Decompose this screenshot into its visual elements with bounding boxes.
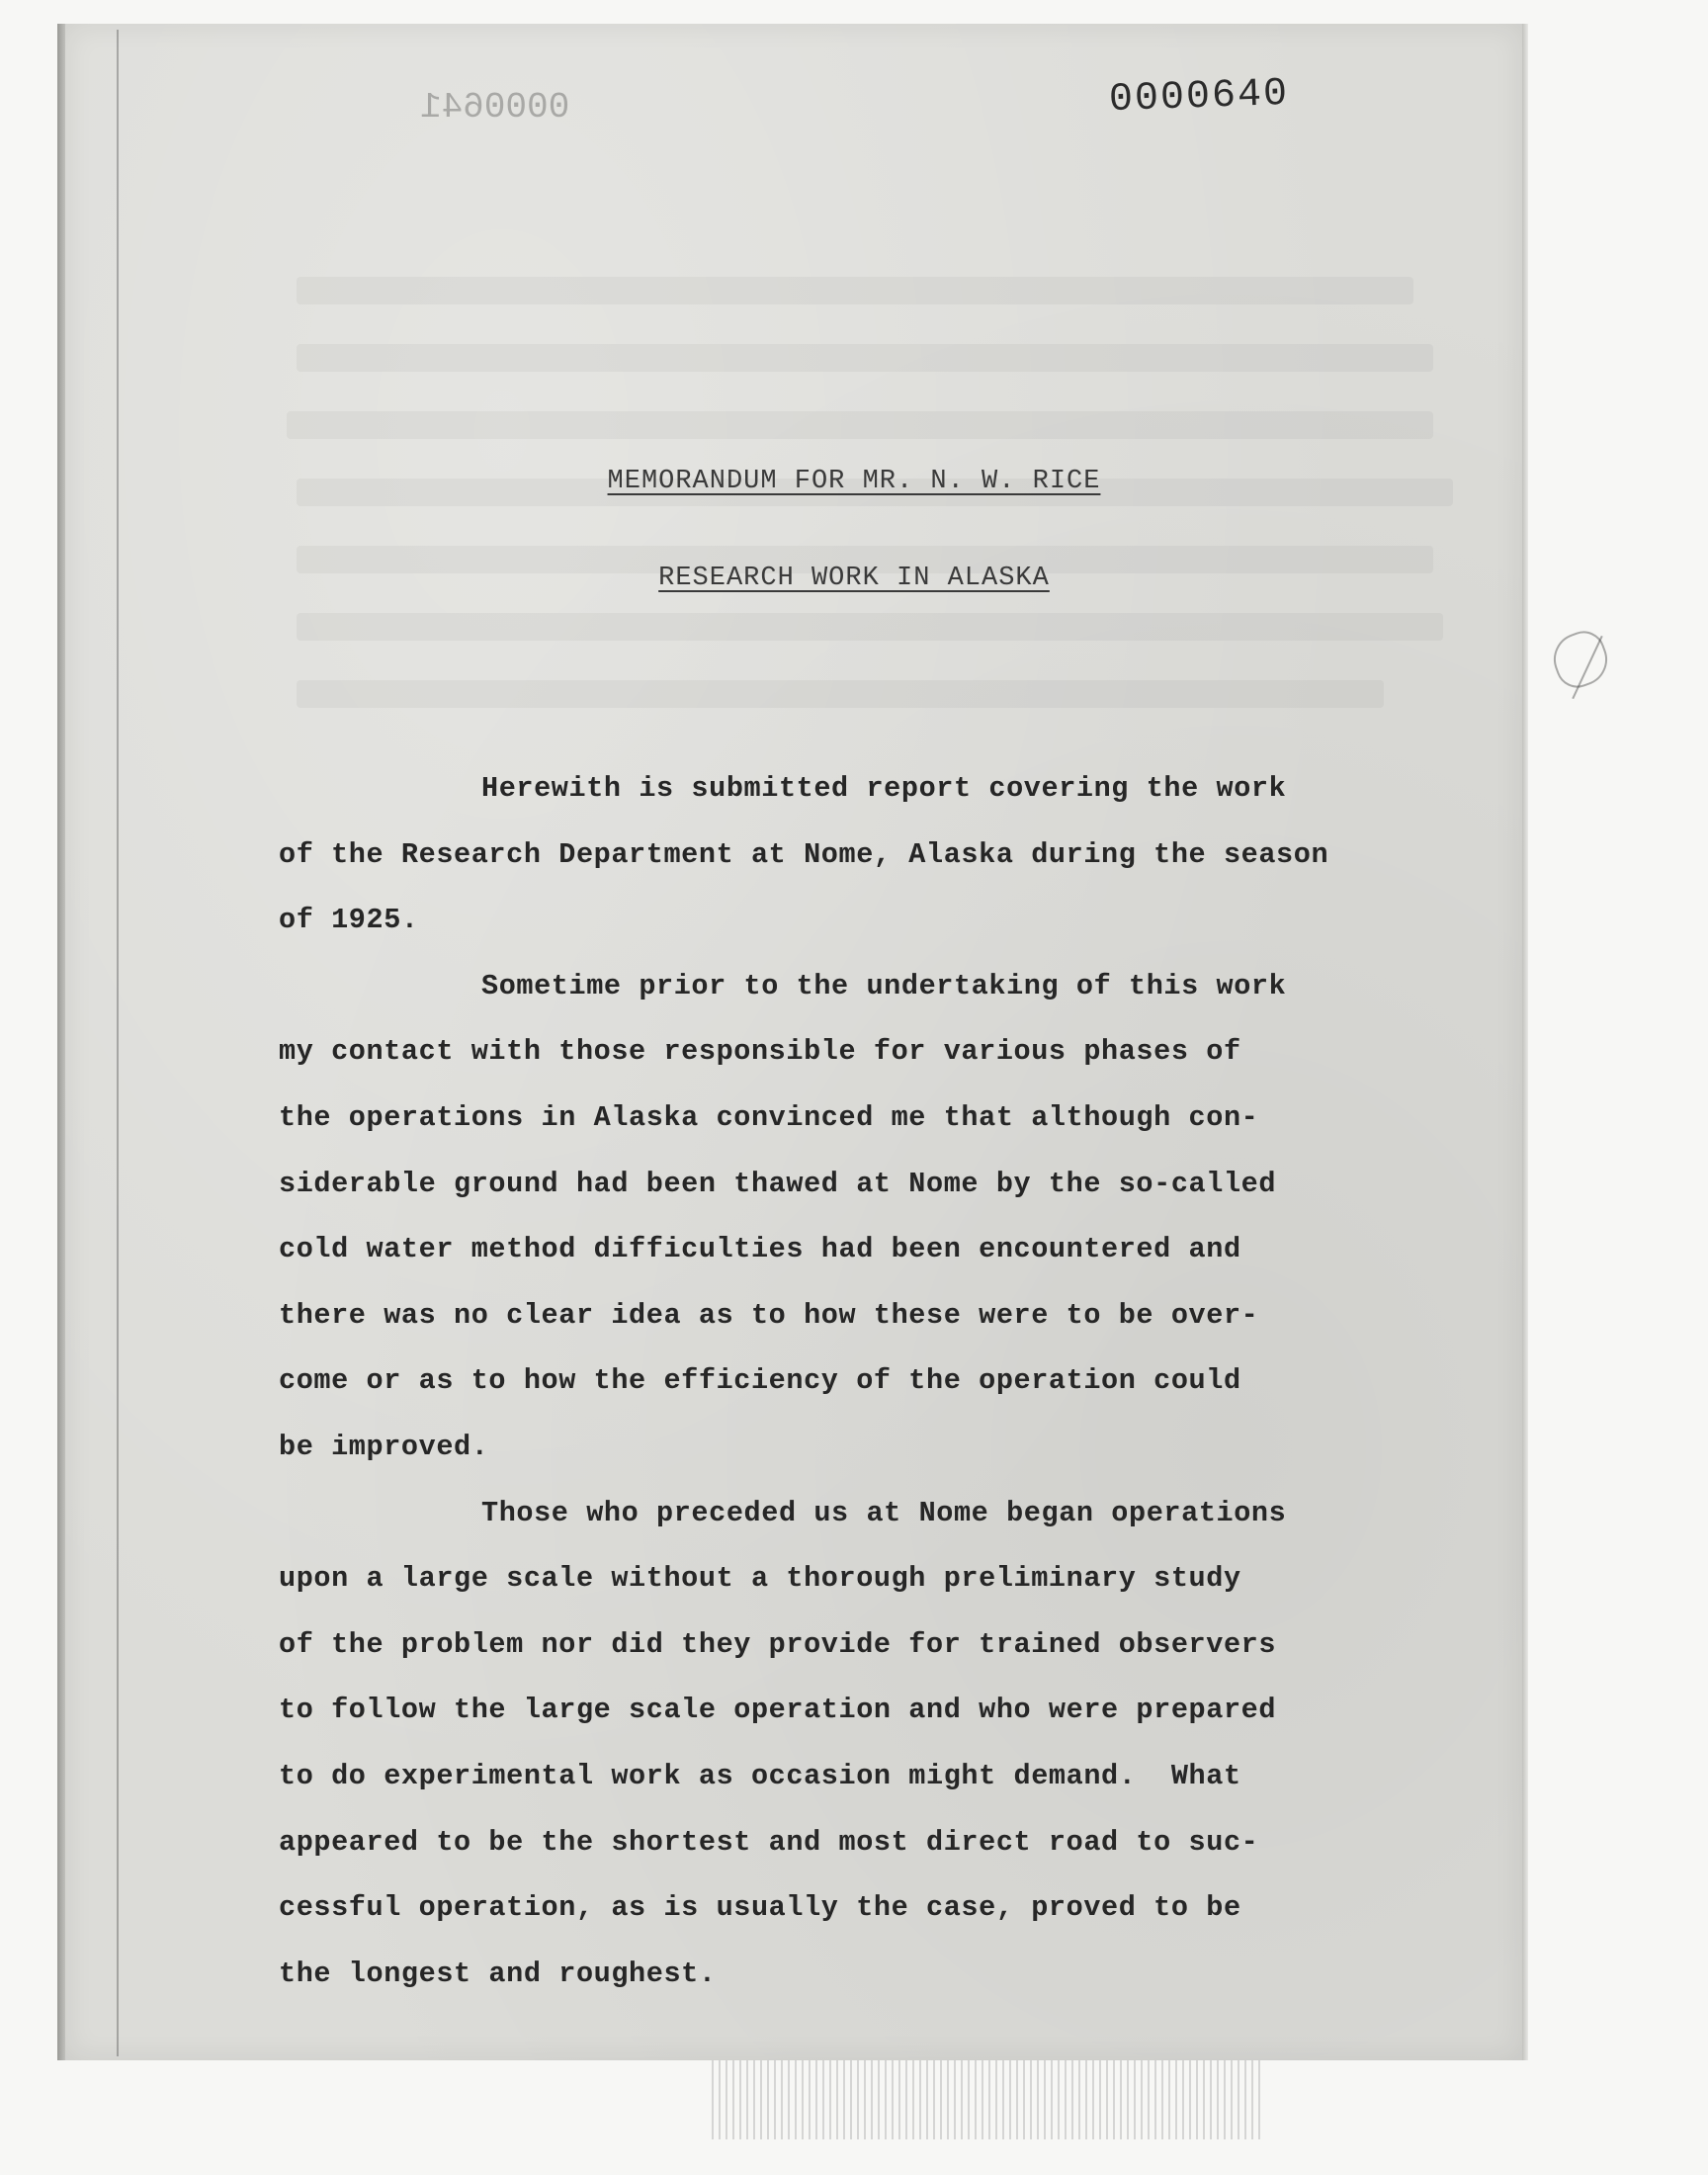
binding-line xyxy=(117,30,119,2056)
body-line: my contact with those responsible for various phases of xyxy=(279,1035,1241,1069)
body-line: be improved. xyxy=(279,1430,489,1463)
body-line: cold water method difficulties had been encountered and xyxy=(279,1233,1241,1266)
body-line: the longest and roughest. xyxy=(279,1957,717,1990)
bleed-through-shadow xyxy=(297,277,1413,304)
memo-title-text: MEMORANDUM FOR MR. N. W. RICE xyxy=(607,467,1101,496)
body-line: of the Research Department at Nome, Alaska during the season xyxy=(279,837,1329,871)
body-line: there was no clear idea as to how these were to be over- xyxy=(279,1298,1259,1332)
body-line: cessful operation, as is usually the case, proved to be xyxy=(279,1891,1241,1925)
body-line: of 1925. xyxy=(279,904,419,937)
bleed-through-shadow xyxy=(297,680,1384,708)
body-line: siderable ground had been thawed at Nome by the so-called xyxy=(279,1167,1277,1200)
memo-body xyxy=(279,756,1524,2007)
subject-title-text: RESEARCH WORK IN ALASKA xyxy=(658,564,1050,593)
body-line: upon a large scale without a thorough preliminary study xyxy=(279,1562,1241,1596)
subject-title xyxy=(0,564,1708,593)
body-line: appeared to be the shortest and most direct road to suc- xyxy=(279,1825,1259,1859)
scan-streaks xyxy=(712,2060,1265,2139)
bleed-through-shadow xyxy=(287,411,1433,439)
body-line: to do experimental work as occasion might demand. What xyxy=(279,1759,1241,1792)
body-line: the operations in Alaska convinced me that although con- xyxy=(279,1100,1259,1134)
document-number: 0000640 xyxy=(1108,71,1290,124)
body-line: Those who preceded us at Nome began operations xyxy=(481,1496,1287,1529)
body-line: of the problem nor did they provide for trained observers xyxy=(279,1627,1277,1661)
body-line: come or as to how the efficiency of the operation could xyxy=(279,1364,1241,1398)
memo-title xyxy=(0,467,1708,496)
bleed-through-shadow xyxy=(297,344,1433,372)
mirrored-page-number: 0000641 xyxy=(420,87,570,128)
body-line: to follow the large scale operation and who were prepared xyxy=(279,1694,1277,1727)
body-line: Sometime prior to the undertaking of this work xyxy=(481,969,1287,1002)
bleed-through-shadow xyxy=(297,613,1443,641)
body-line: Herewith is submitted report covering the work xyxy=(481,772,1287,805)
